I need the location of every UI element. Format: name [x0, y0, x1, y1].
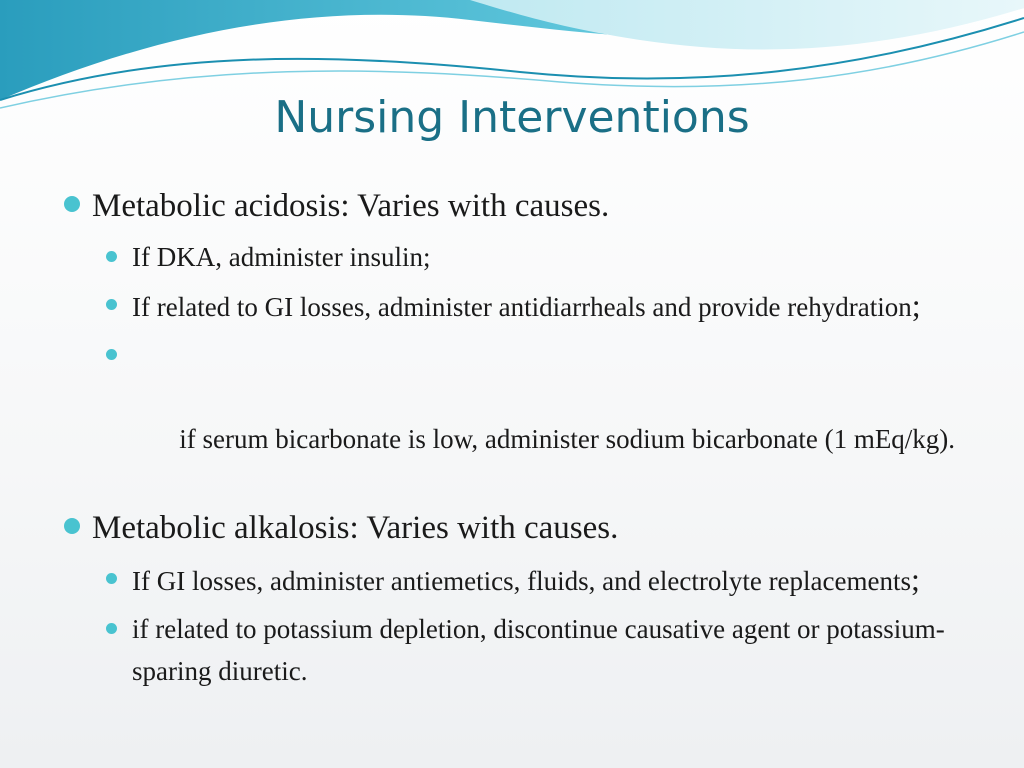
bullet-icon [106, 349, 117, 360]
sub-bullet-text: If DKA, administer insulin; [132, 242, 431, 272]
bullet-item-metabolic-alkalosis [62, 508, 982, 548]
bullet-icon [64, 196, 80, 212]
slide-title: Nursing Interventions [274, 92, 750, 143]
sub-bullet-text: if serum bicarbonate is low, administer sodium bicarbonate (1 mEq/kg). [172, 424, 956, 454]
sub-bullet-text: If GI losses, administer antiemetics, fluids, and electrolyte replacements [132, 566, 911, 596]
bullet-icon [106, 251, 117, 262]
bullet-list [62, 186, 982, 698]
bullet-icon [106, 623, 117, 634]
sub-bullet-item [62, 236, 982, 278]
sub-bullet-text: If related to GI losses, administer antidiarrheals and provide rehydration [132, 292, 912, 322]
sub-bullet-text: if related to potassium depletion, discontinue causative agent or potassium-sparing diuretic. [132, 614, 945, 686]
bullet-text: Metabolic acidosis: Varies with causes. [92, 188, 610, 224]
sub-bullet-item [62, 334, 982, 502]
sub-bullet-item [62, 558, 982, 602]
sub-bullet-suffix: ; [911, 561, 920, 597]
sub-bullet-item [62, 284, 982, 328]
bullet-icon [106, 573, 117, 584]
bullet-text: Metabolic alkalosis: Varies with causes. [92, 510, 619, 546]
sub-bullet-suffix: ; [911, 287, 921, 323]
bullet-icon [64, 518, 80, 534]
bullet-item-metabolic-acidosis [62, 186, 982, 226]
bullet-icon [106, 299, 117, 310]
sub-bullet-item [62, 608, 982, 692]
